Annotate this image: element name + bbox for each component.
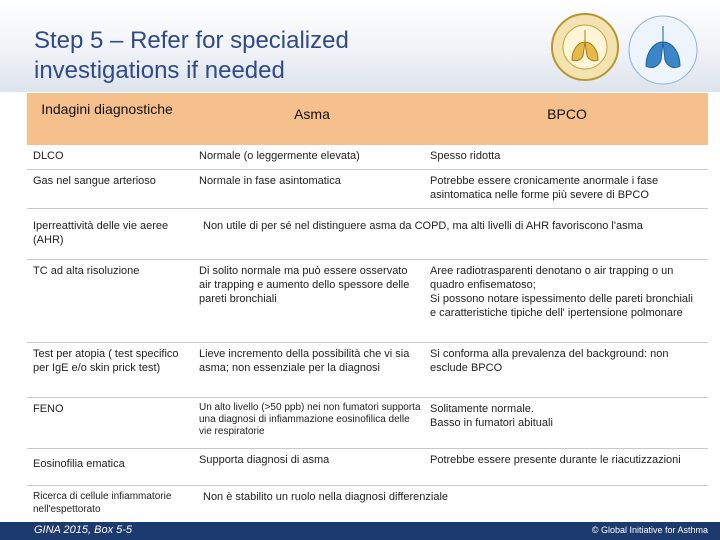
slide-title-line1: Step 5 – Refer for specialized [34, 27, 349, 54]
row-feno-bpco-line2: Basso in fumatori abituali [430, 417, 553, 429]
row-dlco-bpco: Spesso ridotta [430, 150, 501, 162]
table-row [27, 170, 708, 209]
slide-footer [0, 522, 720, 540]
table-row [27, 449, 708, 486]
row-dlco-asma: Normale (o leggermente elevata) [199, 150, 360, 162]
table-row [27, 145, 708, 170]
row-dlco-test: DLCO [33, 150, 64, 162]
table-header-row [27, 93, 708, 145]
row-feno-bpco-line1: Solitamente normale. [430, 403, 534, 415]
row-gas-test: Gas nel sangue arterioso [33, 175, 156, 187]
slide-title-line2: investigations if needed [34, 57, 285, 84]
row-eosinofilia-test: Eosinofilia ematica [33, 458, 125, 470]
footer-copyright: © Global Initiative for Asthma [591, 525, 708, 535]
row-gas-asma: Normale in fase asintomatica [199, 175, 341, 187]
row-atopia-test: Test per atopia ( test specifico per IgE e/o skin prick test) [33, 348, 179, 374]
row-ahr-merged: Non utile di per sé nel distinguere asma da COPD, ma alti livelli di AHR favoriscono l'asma [203, 220, 643, 232]
table-row [27, 260, 708, 343]
row-tc-bpco-line1: Aree radiotrasparenti denotano o air trapping o un quadro enfisematoso; [430, 265, 674, 291]
row-feno-test: FENO [33, 403, 64, 415]
gold-logo [550, 12, 620, 82]
row-tc-bpco [430, 264, 698, 320]
row-eosinofilia-bpco: Potrebbe essere presente durante le riacutizzazioni [430, 454, 681, 466]
row-feno-bpco [430, 402, 698, 430]
row-ahr-test: Iperreattività delle vie aeree (AHR) [33, 220, 169, 246]
gina-logo [628, 10, 698, 90]
row-gas-bpco: Potrebbe essere cronicamente anormale i fase asintomatica nelle forme più severe di BPCO [430, 175, 659, 201]
row-feno-asma: Un alto livello (>50 ppb) nei non fumatori supporta una diagnosi di infiammazione eosinofilica delle vie respiratorie [199, 402, 421, 437]
row-tc-test: TC ad alta risoluzione [33, 265, 140, 277]
row-espettorato-test: Ricerca di cellule infiammatorie nell'espettorato [33, 491, 172, 515]
table-row [27, 398, 708, 449]
row-atopia-asma: Lieve incremento della possibilità che vi sia asma; non essenziale per la diagnosi [199, 348, 410, 374]
header-bpco: BPCO [547, 106, 587, 122]
row-eosinofilia-asma: Supporta diagnosi di asma [199, 454, 330, 466]
diagnostic-table [27, 93, 708, 528]
row-atopia-bpco: Si conforma alla prevalenza del background: non esclude BPCO [430, 348, 669, 374]
header-indagini: Indagini diagnostiche [41, 101, 173, 117]
footer-source: GINA 2015, Box 5-5 [34, 524, 133, 536]
table-row [27, 343, 708, 398]
table-row [27, 209, 708, 260]
row-tc-asma: Di solito normale ma può essere osservato air trapping e aumento dello spessore delle pareti bronchiali [199, 265, 410, 305]
row-espettorato-merged: Non è stabilito un ruolo nella diagnosi differenziale [203, 491, 449, 503]
slide-header [0, 0, 720, 92]
row-tc-bpco-line2: Si possono notare ispessimento delle pareti bronchiali e caratteristiche tipiche dell' ipertensione polmonare [430, 293, 693, 319]
slide-title [34, 26, 454, 86]
header-asma: Asma [294, 106, 330, 122]
